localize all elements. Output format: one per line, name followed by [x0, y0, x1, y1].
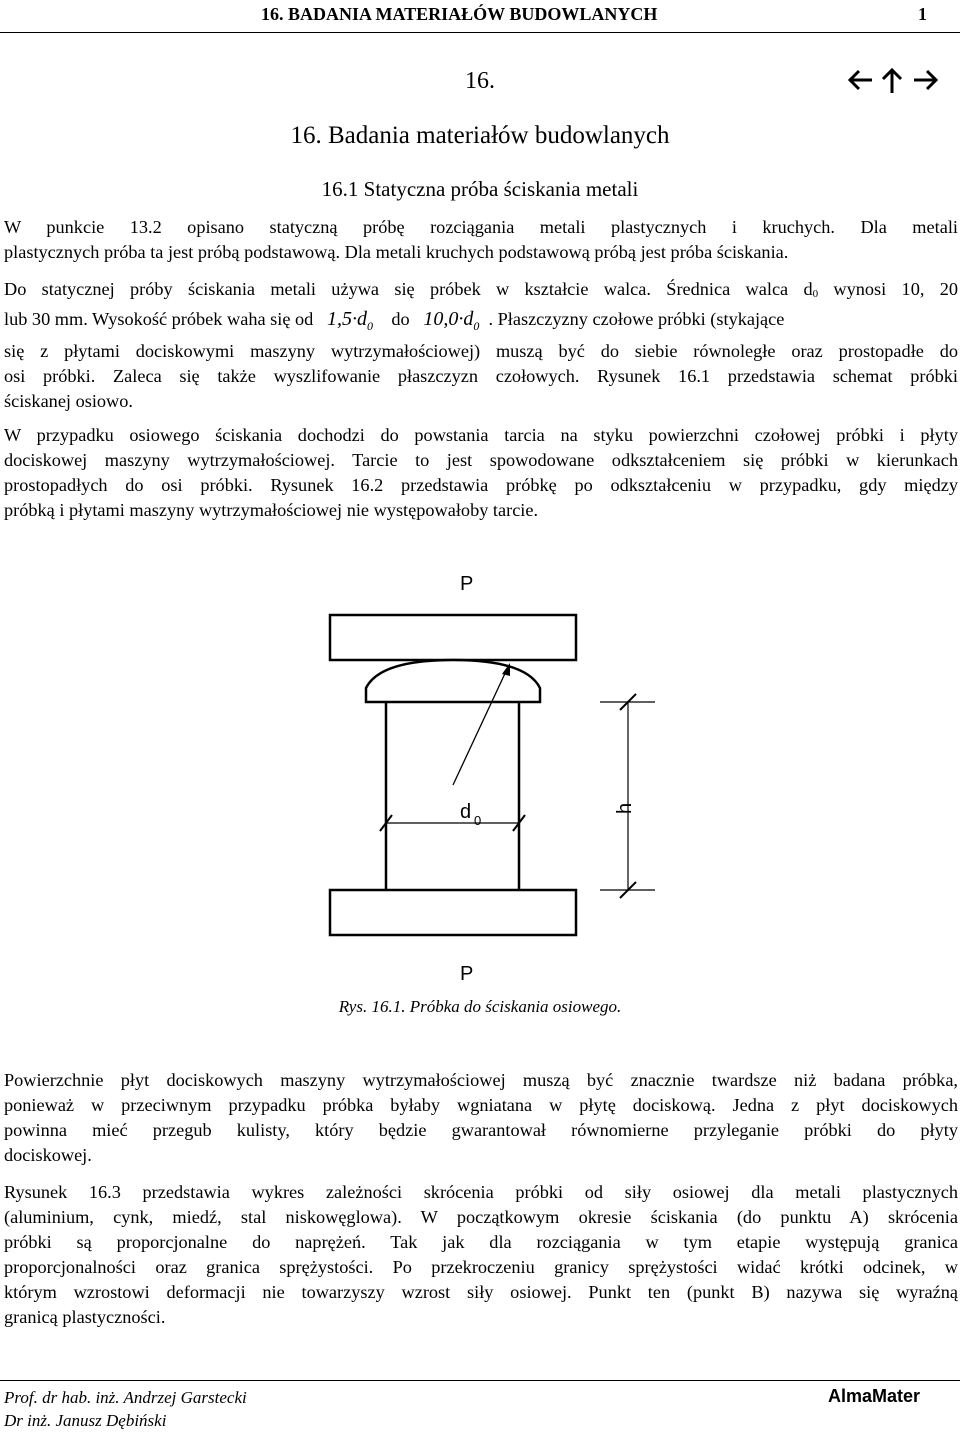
text-run: . Płaszczyzny czołowe próbki (stykające — [488, 309, 785, 329]
text-line: osi próbki. Zaleca się także wyszlifowanie płaszczyzn czołowych. Rysunek 16.1 przedstawia schemat próbki — [4, 366, 958, 386]
footer-rule — [0, 1380, 960, 1381]
author-secondary: Dr inż. Janusz Dębiński — [4, 1411, 167, 1430]
text-line: W punkcie 13.2 opisano statyczną próbę rozciągania metali plastycznych i kruchych. Dla metali — [4, 217, 958, 237]
formula-text: 1,5·d — [327, 308, 368, 330]
text-line: Powierzchnie płyt dociskowych maszyny wytrzymałościowej muszą być znacznie twardsze niż badana próbka, — [4, 1070, 958, 1090]
page-footer — [4, 1386, 956, 1432]
text-line: W przypadku osiowego ściskania dochodzi do powstania tarcia na styku powierzchni czołowej próbki i płyty — [4, 425, 958, 445]
text-line: próbki są proporcjonalne do naprężeń. Tak jak dla rozciągania w tym etapie występują granica — [4, 1232, 958, 1252]
text-line: którym wzrostowi deformacji nie towarzyszy wzrost siły osiowej. Punkt ten (punkt B) nazywa się wyraźną — [4, 1282, 958, 1302]
figure-caption: Rys. 16.1. Próbka do ściskania osiowego. — [338, 997, 622, 1016]
subscript: 0 — [812, 288, 819, 300]
running-title: 16. BADANIA MATERIAŁÓW BUDOWLANYCH — [261, 4, 658, 24]
arrow-up-icon[interactable] — [883, 70, 901, 93]
force-label-top: P — [460, 573, 474, 595]
formula-max-height — [423, 308, 480, 333]
text-line: próbką i płytami maszyny wytrzymałościowej nie występowałoby tarcie. — [4, 500, 539, 520]
text-run: do — [391, 309, 410, 329]
force-label-bottom: P — [460, 963, 474, 985]
bottom-plate — [330, 890, 576, 935]
formula-subscript: 0 — [473, 319, 480, 333]
text-line: Rysunek 16.3 przedstawia wykres zależności skrócenia próbki od siły osiowej dla metali plastycznych — [4, 1182, 958, 1202]
formula-subscript: 0 — [367, 319, 374, 333]
text-line: się z płytami dociskowymi maszyny wytrzymałościowej) muszą być do siebie równoległe oraz prostopadłe do — [4, 341, 958, 361]
paragraph-specimen — [4, 277, 958, 414]
running-header — [0, 2, 960, 28]
figure-specimen-diagram — [0, 560, 960, 990]
text-line: prostopadłych do osi próbki. Rysunek 16.2 przedstawia próbkę po odkształceniu w przypadku, gdy między — [4, 475, 958, 495]
text-line: ponieważ w przeciwnym przypadku próbka byłaby wgniatana w płytę dociskową. Jedna z płyt dociskowych — [4, 1095, 958, 1115]
height-label: h — [614, 802, 636, 814]
header-rule — [0, 32, 960, 33]
text-line: powinna mieć przegub kulisty, który będzie gwarantował równomierne przyleganie próbki do płyty — [4, 1120, 958, 1140]
chapter-title: 16. Badania materiałów budowlanych — [290, 122, 670, 149]
diameter-label-subscript: 0 — [474, 813, 482, 828]
chapter-number: 16. — [465, 68, 495, 94]
text-line — [4, 277, 958, 307]
top-plate — [330, 615, 576, 660]
text-run: Do statycznej próby ściskania metali używa się próbek w kształcie walca. Średnica walca d — [4, 279, 813, 299]
paragraph-friction — [4, 423, 958, 523]
text-run: wynosi 10, 20 — [818, 279, 958, 299]
text-line: dociskowej. — [4, 1145, 92, 1165]
text-line: (aluminium, cynk, miedź, stal niskowęglowa). W początkowym okresie ściskania (do punktu A) skrócenia — [4, 1207, 958, 1227]
arrow-right-icon[interactable] — [914, 71, 936, 89]
publisher-logo: AlmaMater — [827, 1386, 920, 1406]
text-run: lub 30 mm. Wysokość próbek waha się od — [4, 309, 314, 329]
text-line: proporcjonalności oraz granica sprężystości. Po przekroczeniu granicy sprężystości widać krótki odcinek, w — [4, 1257, 958, 1277]
formula-text: 10,0·d — [423, 308, 474, 330]
paragraph-intro — [4, 215, 958, 265]
text-line: plastycznych próba ta jest próbą podstawową. Dla metali kruchych podstawową próbą jest próba ściskania. — [4, 242, 789, 262]
text-line: dociskowej maszyny wytrzymałościowej. Tarcie to jest spowodowane odkształceniem się próbki w kierunkach — [4, 450, 958, 470]
page-number: 1 — [918, 4, 927, 24]
paragraph-plates — [4, 1068, 958, 1168]
text-line: ściskanej osiowo. — [4, 391, 133, 411]
text-line — [4, 307, 958, 339]
spherical-seat — [366, 660, 540, 702]
text-line: granicą plastyczności. — [4, 1307, 166, 1327]
paragraph-diagram-description — [4, 1180, 958, 1330]
arrow-left-icon[interactable] — [850, 71, 872, 89]
navigation-arrows — [846, 66, 946, 96]
section-title: 16.1 Statyczna próba ściskania metali — [321, 177, 639, 201]
diameter-label: d — [460, 801, 472, 823]
author-primary: Prof. dr hab. inż. Andrzej Garstecki — [4, 1388, 247, 1407]
formula-min-height — [327, 308, 374, 333]
